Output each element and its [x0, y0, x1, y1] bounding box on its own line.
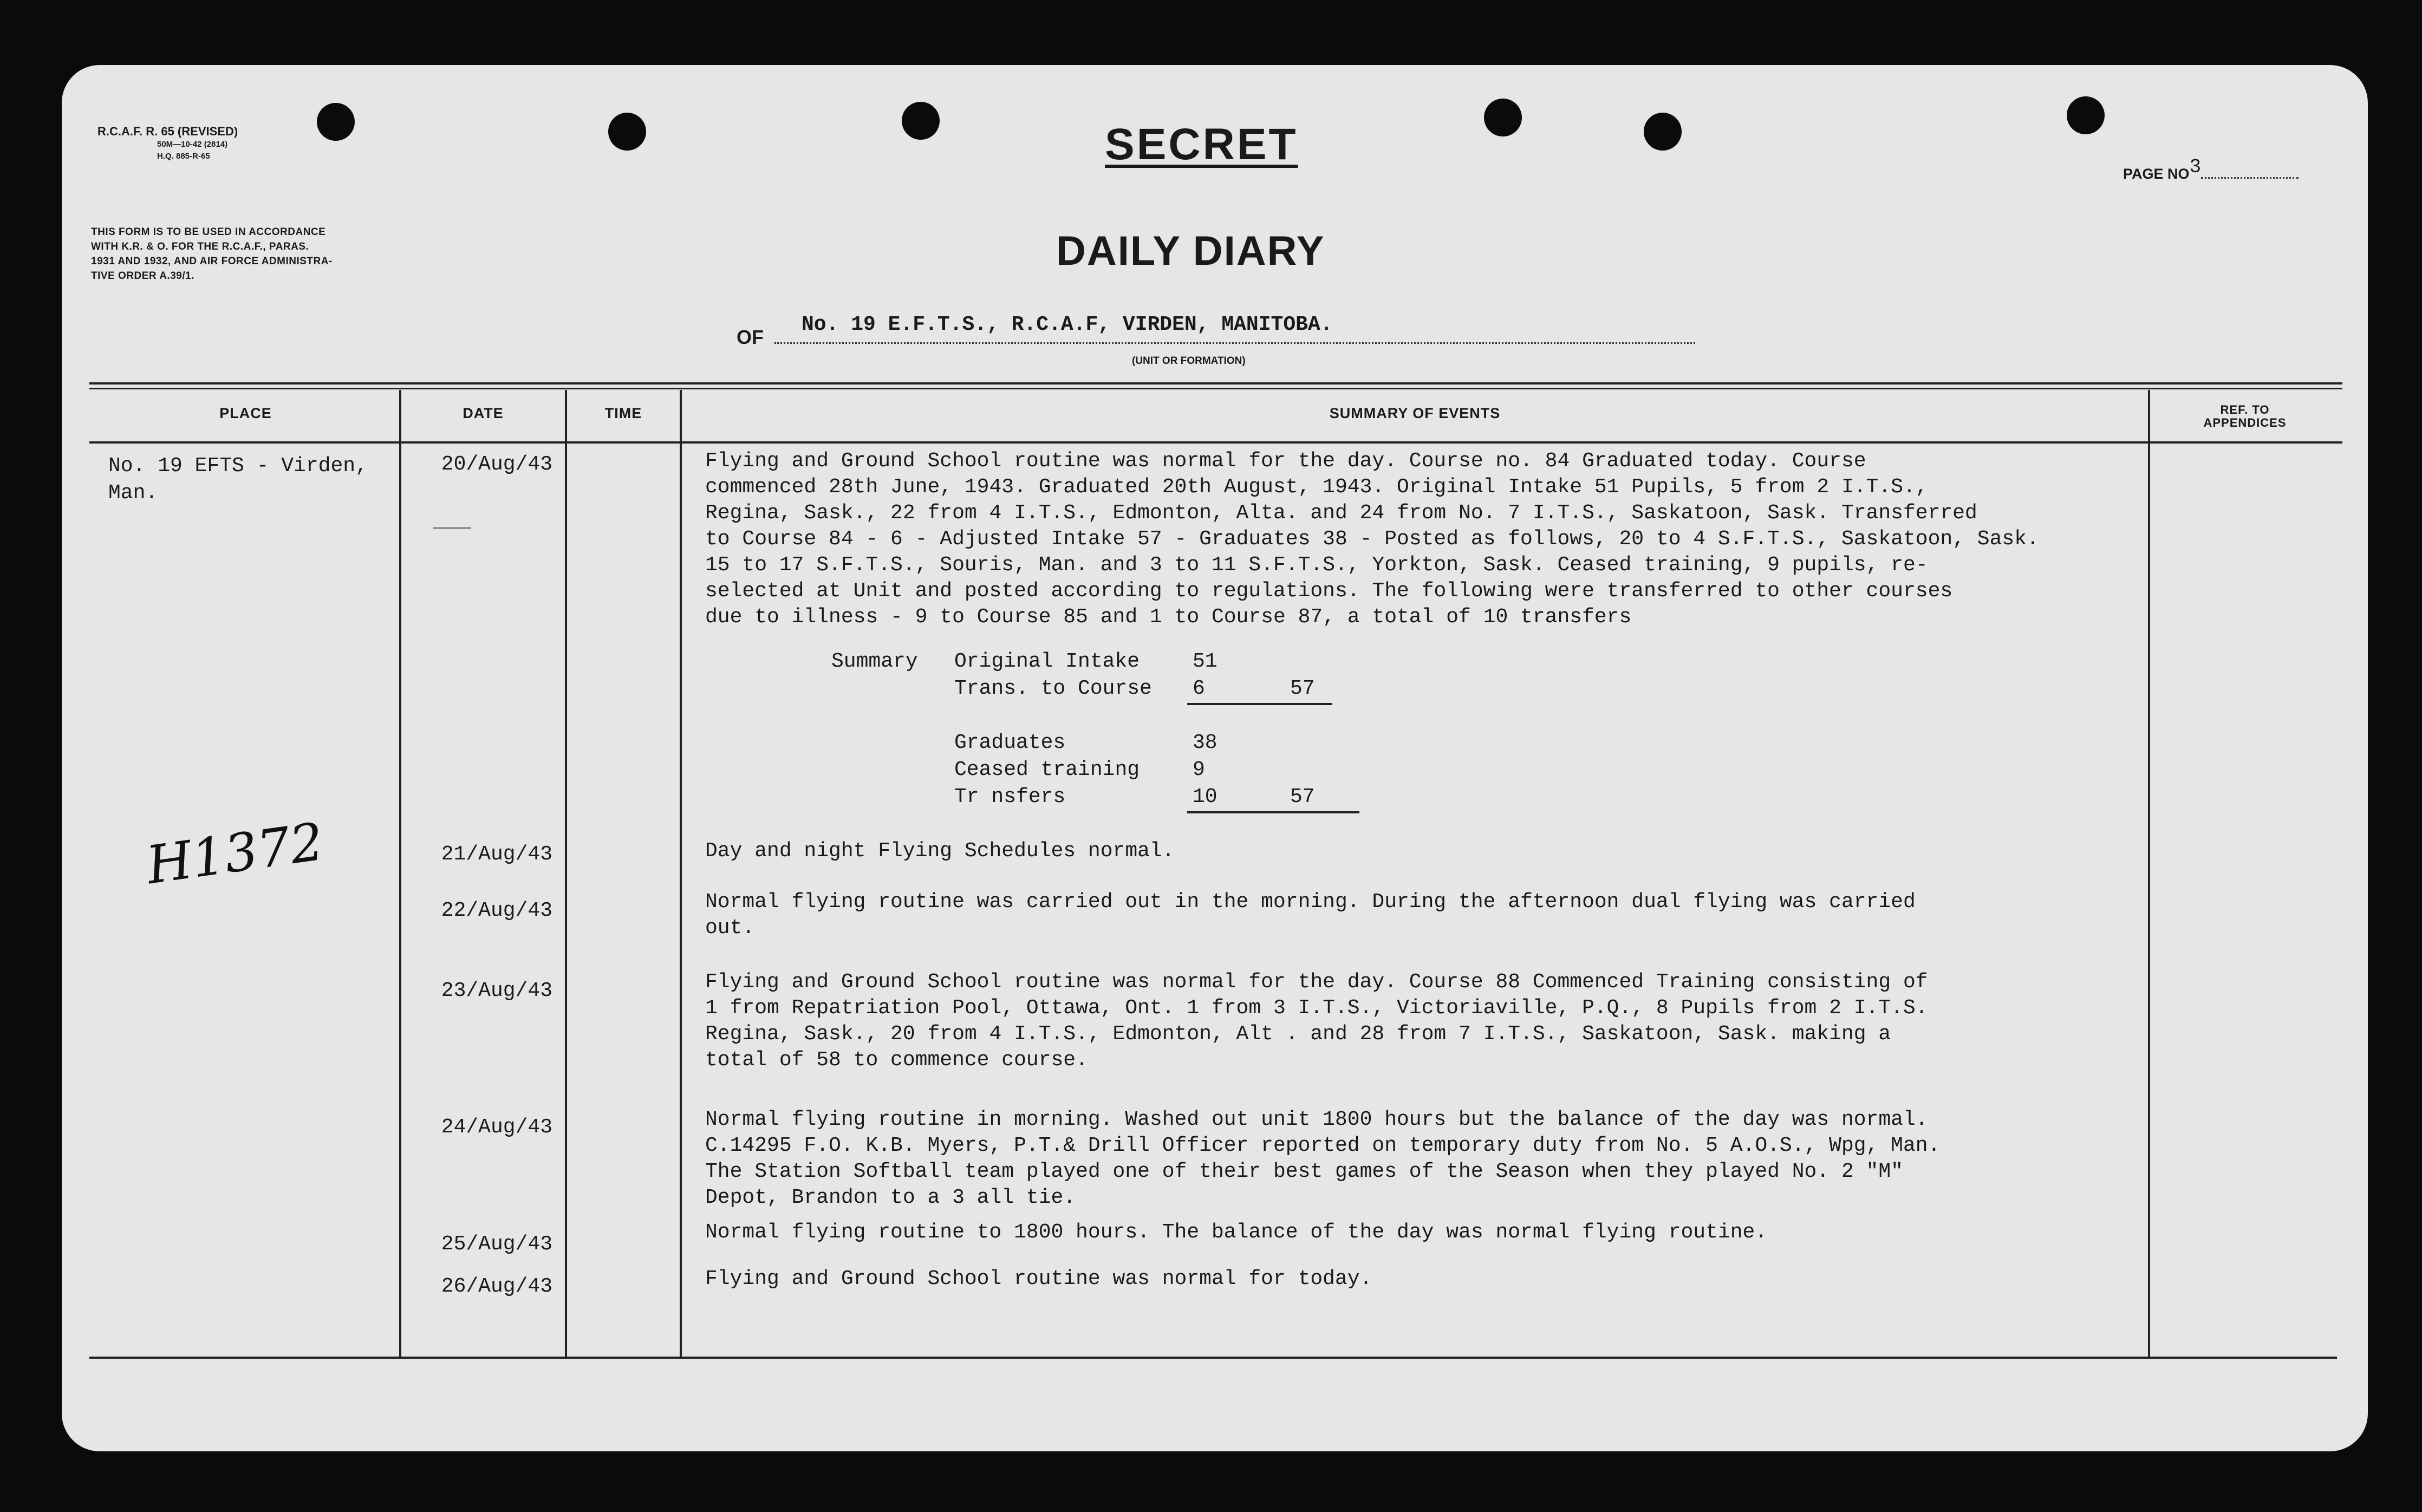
summary-row [954, 758, 1205, 781]
place-dash [433, 527, 471, 529]
punch-hole [317, 103, 355, 141]
column-divider [2148, 390, 2150, 1358]
column-header-time: TIME [604, 405, 642, 421]
summary-label: Summary [831, 650, 918, 673]
entry-date: 22/Aug/43 [441, 899, 552, 922]
summary-row-label: Ceased training [954, 758, 1140, 781]
event-summary: Flying and Ground School routine was normal for the day. Course 88 Commenced Training consisting of 1 from Repatriation Pool, Ottawa, Ont. 1 from 3 I.T.S., Victoriaville, P.Q., 8 Pupils from 2 I.T.S. Regina, Sask., 20 from 4 I.T.S., Edmonton, Alt . and 28 from 7 I.T.S., Saskatoon, Sask. making a total of 58 to commence course. [705, 970, 1928, 1072]
unit-underline [774, 342, 1695, 344]
column-header-place: PLACE [219, 405, 272, 421]
entry-date: 26/Aug/43 [441, 1275, 552, 1298]
handwritten-reference: H1372 [142, 811, 328, 896]
summary-row-label: Graduates [954, 731, 1066, 754]
notice-line: WITH K.R. & O. FOR THE R.C.A.F., PARAS. [91, 241, 309, 252]
column-divider [680, 390, 682, 1358]
punch-hole [902, 102, 940, 140]
unit-name: No. 19 E.F.T.S., R.C.A.F, VIRDEN, MANITOBA. [802, 313, 1333, 336]
entry-date: 20/Aug/43 [441, 453, 552, 476]
ref-line1: REF. TO [2220, 403, 2270, 416]
table-top-rule [89, 382, 2342, 384]
notice-line: TIVE ORDER A.39/1. [91, 270, 194, 282]
summary-row [954, 731, 1217, 754]
event-summary: Normal flying routine to 1800 hours. The balance of the day was normal flying routine. [705, 1221, 1768, 1244]
summary-row-value: 38 [1193, 731, 1217, 754]
page-number-field [2123, 156, 2299, 185]
page-number: 3 [2189, 156, 2202, 178]
summary-underline [1187, 811, 1359, 813]
place-line2: Man. [108, 481, 158, 505]
form-reference [97, 125, 238, 162]
form-hq-code: H.Q. 885-R-65 [157, 152, 210, 161]
event-summary: Normal flying routine was carried out in the morning. During the afternoon dual flying was carried out. [705, 890, 1916, 940]
event-summary: Flying and Ground School routine was normal for today. [705, 1267, 1372, 1291]
summary-row-label: Trans. to Course [954, 677, 1152, 700]
summary-row-total: 57 [1290, 785, 1315, 809]
summary-underline [1187, 703, 1332, 705]
summary-row [954, 677, 1315, 700]
event-summary: Day and night Flying Schedules normal. [705, 839, 1175, 863]
header-bottom-rule [89, 441, 2342, 444]
entry-date: 21/Aug/43 [441, 843, 552, 866]
page-label: PAGE NO [2123, 166, 2190, 182]
page-number-line [2201, 177, 2299, 179]
summary-row [954, 785, 1315, 809]
entry-date: 25/Aug/43 [441, 1233, 552, 1256]
notice-line: 1931 AND 1932, AND AIR FORCE ADMINISTRA- [91, 256, 333, 267]
summary-row-total: 57 [1290, 677, 1315, 700]
classification-stamp: SECRET [1105, 120, 1298, 169]
summary-row-value: 10 [1193, 785, 1217, 809]
summary-row [954, 650, 1217, 673]
table-bottom-rule [89, 1357, 2337, 1359]
unit-caption: (UNIT OR FORMATION) [1132, 355, 1246, 367]
punch-hole [1484, 99, 1522, 136]
column-divider [399, 390, 401, 1358]
place-entry [108, 453, 368, 507]
entry-date: 23/Aug/43 [441, 979, 552, 1002]
column-divider [565, 390, 567, 1358]
event-summary: Normal flying routine in morning. Washed out unit 1800 hours but the balance of the day was normal. C.14295 F.O. K.B. Myers, P.T.& Drill Officer reported on temporary duty from No. 5 A.O.S., Wpg, Man. The Station Softball team played one of their best games of the Season when they played No. 2 "M" Depot, Brandon to a 3 all tie. [705, 1108, 1941, 1209]
form-print-code: 50M—10-42 (2814) [157, 140, 228, 149]
summary-row-value: 51 [1193, 650, 1217, 673]
column-header-summary: SUMMARY OF EVENTS [1329, 405, 1501, 421]
summary-row-value: 9 [1193, 758, 1205, 781]
summary-row-label: Original Intake [954, 650, 1140, 673]
punch-hole [1644, 113, 1682, 151]
ref-line2: APPENDICES [2203, 416, 2287, 429]
of-label: OF [737, 326, 764, 348]
document-title: DAILY DIARY [1056, 228, 1325, 274]
summary-row-value: 6 [1193, 677, 1205, 700]
form-number: R.C.A.F. R. 65 (REVISED) [97, 125, 238, 138]
punch-hole [608, 113, 646, 151]
entry-date: 24/Aug/43 [441, 1116, 552, 1139]
place-line1: No. 19 EFTS - Virden, [108, 454, 368, 478]
column-header-date: DATE [463, 405, 504, 421]
column-header-ref-appendices [2150, 403, 2340, 429]
form-notice [91, 225, 333, 283]
table-top-rule [89, 388, 2342, 389]
punch-hole [2067, 96, 2105, 134]
event-summary: Flying and Ground School routine was normal for the day. Course no. 84 Graduated today. Course commenced 28th June, 1943. Graduated 20th August, 1943. Original Intake 51 Pupils, 5 from 2 I.T.S., Regina, Sask., 22 from 4 I.T.S., Edmonton, Alta. and 24 from No. 7 I.T.S., Saskatoon, Sask. Transferred to Course 84 - 6 - Adjusted Intake 57 - Graduates 38 - Posted as follows, 20 to 4 S.F.T.S., Saskatoon, Sask. 15 to 17 S.F.T.S., Souris, Man. and 3 to 11 S.F.T.S., Yorkton, Sask. Ceased training, 9 pupils, re- selected at Unit and posted according to regulations. The following were transferred to other courses due to illness - 9 to Course 85 and 1 to Course 87, a total of 10 transfers [705, 449, 2039, 629]
summary-row-label: Tr nsfers [954, 785, 1066, 809]
notice-line: THIS FORM IS TO BE USED IN ACCORDANCE [91, 226, 326, 238]
